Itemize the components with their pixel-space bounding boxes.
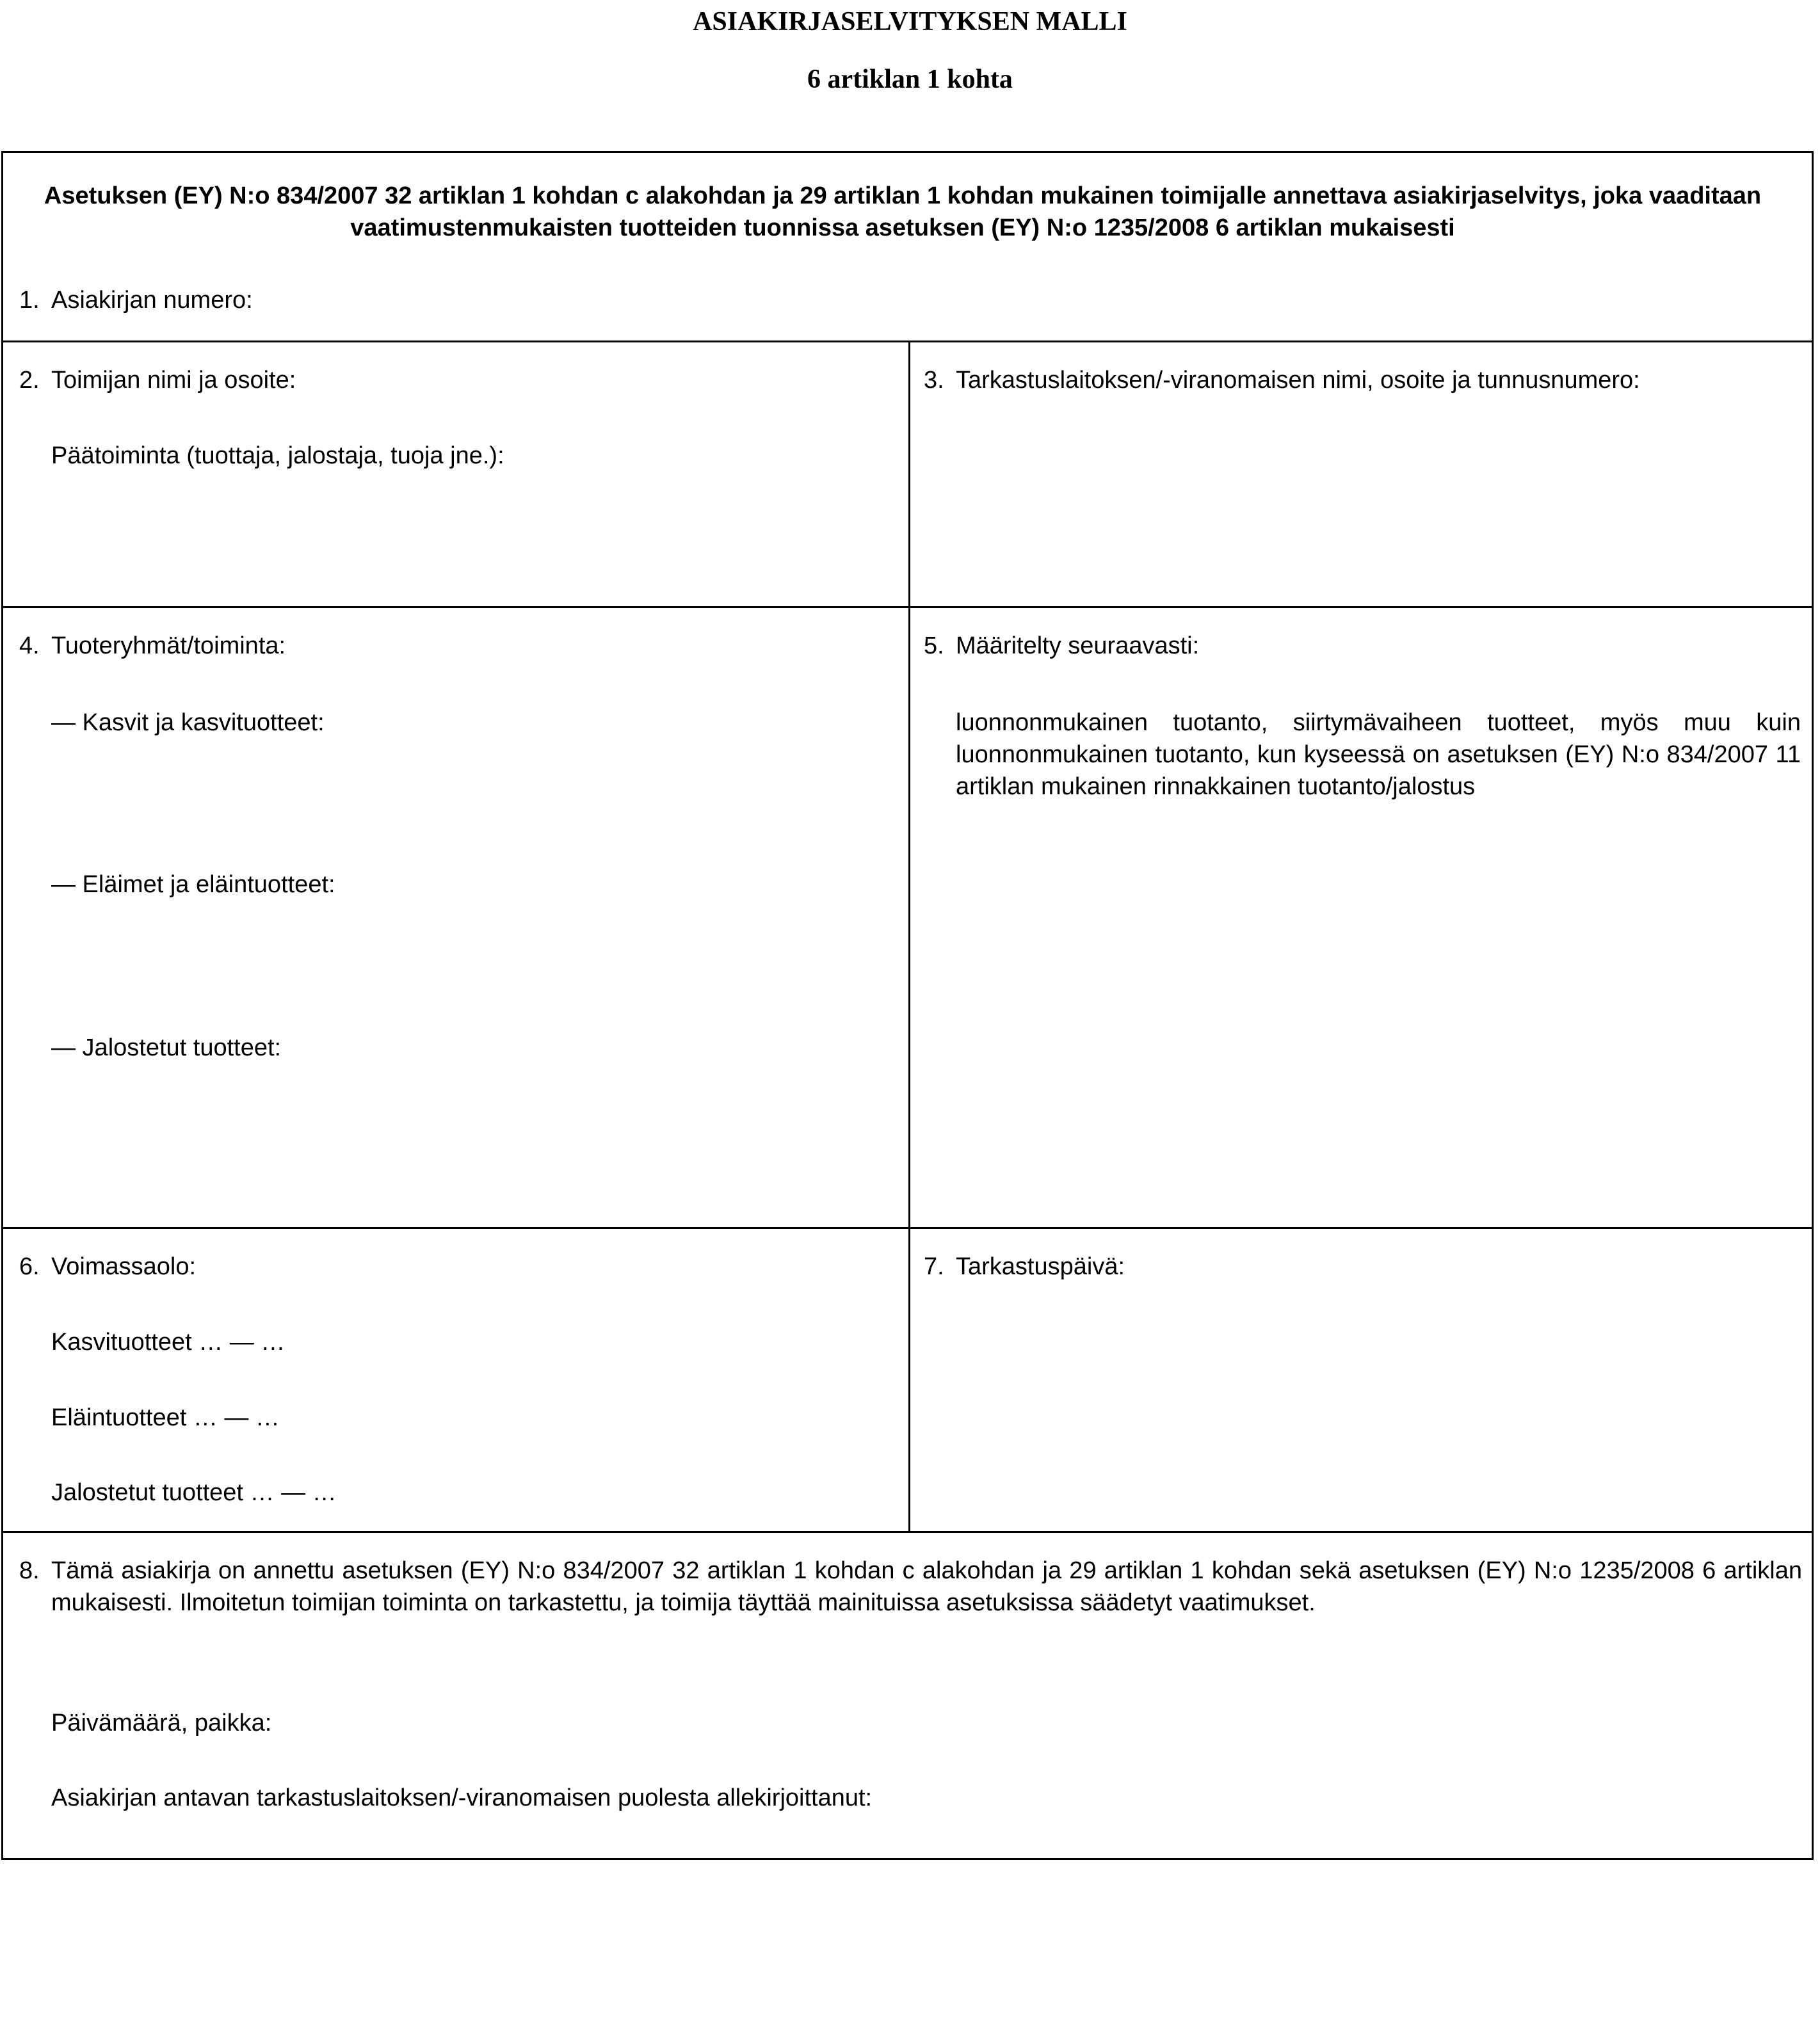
form-header: Asetuksen (EY) N:o 834/2007 32 artiklan 1 kohdan c alakohdan ja 29 artiklan 1 kohdan mukainen toimijalle annettava asiakirjaselvitys, joka vaaditaan vaatimustenmukaisten tuotteiden tuonnissa asetuksen (EY) N:o 1235/2008 6 artiklan mukaisesti <box>44 182 1762 241</box>
field-2-label <box>19 364 296 396</box>
document-subtitle: 6 artiklan 1 kohta <box>807 65 1013 94</box>
field-2-sublabel: Päätoiminta (tuottaja, jalostaja, tuoja jne.): <box>51 442 504 469</box>
field-8-text: Tämä asiakirja on annettu asetuksen (EY) N:o 834/2007 32 artiklan 1 kohdan c alakohdan ja 29 artiklan 1 kohdan sekä asetuksen (EY) N:o 1235/2008 6 artiklan mukaisesti. Ilmoitetun toimijan toiminta on tarkastettu, ja toimija täyttää mainituissa asetuksissa säädetyt vaatimukset. <box>51 1557 1802 1616</box>
field-number: 3. <box>924 367 944 394</box>
field-8-number: 8. <box>19 1557 40 1584</box>
field-7-label <box>924 1251 1125 1283</box>
validity-item: Kasvituotteet … — … <box>51 1329 286 1356</box>
field-number: 7. <box>924 1253 944 1280</box>
field-label-text: Tarkastuspäivä: <box>956 1253 1125 1280</box>
field-5-label <box>924 630 1199 662</box>
field-6-label <box>19 1251 196 1283</box>
field-number: 2. <box>19 367 40 394</box>
column-divider <box>908 341 910 1531</box>
certificate-form <box>1 151 1814 1860</box>
field-number: 6. <box>19 1253 40 1280</box>
field-1-label <box>19 284 253 316</box>
signature-label: Asiakirjan antavan tarkastuslaitoksen/-viranomaisen puolesta allekirjoittanut: <box>51 1784 873 1811</box>
document-title: ASIAKIRJASELVITYKSEN MALLI <box>693 7 1127 36</box>
field-label-text: Tuoteryhmät/toiminta: <box>51 632 286 659</box>
field-number: 1. <box>19 287 40 314</box>
field-number: 4. <box>19 632 40 659</box>
row-divider <box>3 1531 1812 1533</box>
field-label-text: Tarkastuslaitoksen/-viranomaisen nimi, osoite ja tunnusnumero: <box>956 367 1640 394</box>
row-divider <box>3 341 1812 342</box>
field-3-label <box>924 364 1640 396</box>
field-4-label <box>19 630 286 662</box>
field-4-item: — Kasvit ja kasvituotteet: <box>51 709 325 736</box>
field-label-text: Voimassaolo: <box>51 1253 197 1280</box>
field-label-text: Toimijan nimi ja osoite: <box>51 367 296 394</box>
field-5-text: luonnonmukainen tuotanto, siirtymävaiheen tuotteet, myös muu kuin luonnonmukainen tuotanto, kun kyseessä on asetuksen (EY) N:o 834/2007 11 artiklan mukainen rinnakkainen tuotanto/jalostus <box>956 709 1801 800</box>
field-label-text: Määritelty seuraavasti: <box>956 632 1200 659</box>
row-divider <box>3 1227 1812 1229</box>
row-divider <box>3 606 1812 608</box>
field-4-item: — Jalostetut tuotteet: <box>51 1034 282 1061</box>
validity-item: Eläintuotteet … — … <box>51 1404 280 1431</box>
field-label-text: Asiakirjan numero: <box>51 287 253 314</box>
field-number: 5. <box>924 632 944 659</box>
date-place-label: Päivämäärä, paikka: <box>51 1710 272 1736</box>
validity-item: Jalostetut tuotteet … — … <box>51 1479 337 1506</box>
field-4-item: — Eläimet ja eläintuotteet: <box>51 871 335 898</box>
